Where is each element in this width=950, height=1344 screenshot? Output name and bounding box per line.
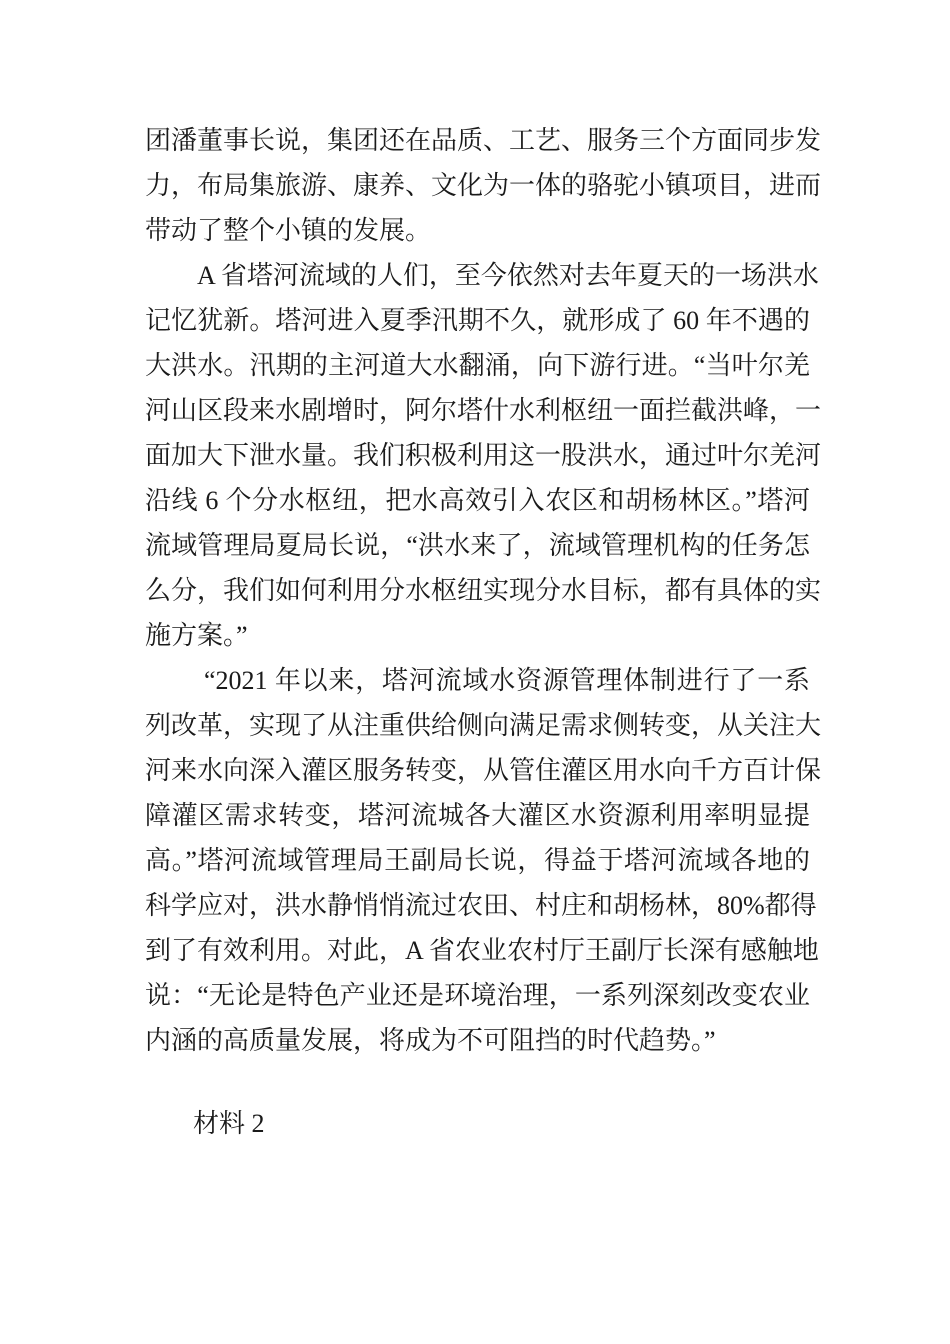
text-line: 流域管理局夏局长说，“洪水来了，流域管理机构的任务怎: [145, 531, 810, 560]
text-line: 力，布局集旅游、康养、文化为一体的骆驼小镇项目，进而: [145, 171, 822, 200]
text-line: 记忆犹新。塔河进入夏季汛期不久，就形成了 60 年不遇的: [145, 306, 810, 335]
text-line: 河山区段来水剧增时，阿尔塔什水利枢纽一面拦截洪峰，一: [145, 396, 822, 425]
text-line: 大洪水。汛期的主河道大水翻涌，向下游行进。“当叶尔羌: [145, 351, 810, 380]
text-line: 么分，我们如何利用分水枢纽实现分水目标，都有具体的实: [145, 576, 822, 605]
text-line: 面加大下泄水量。我们积极利用这一股洪水，通过叶尔羌河: [145, 441, 822, 470]
text-line: 高。”塔河流域管理局王副局长说，得益于塔河流域各地的: [145, 846, 810, 875]
text-line: 科学应对，洪水静悄悄流过农田、村庄和胡杨林，80%都得: [145, 891, 817, 920]
text-line: 河来水向深入灌区服务转变，从管住灌区用水向千方百计保: [145, 756, 822, 785]
text-line: 施方案。”: [145, 621, 248, 650]
text-line: 团潘董事长说，集团还在品质、工艺、服务三个方面同步发: [145, 126, 822, 155]
text-line: 说：“无论是特色产业还是环境治理，一系列深刻改变农业: [145, 981, 810, 1010]
text-line: A 省塔河流域的人们，至今依然对去年夏天的一场洪水: [197, 261, 819, 290]
text-line: 列改革，实现了从注重供给侧向满足需求侧转变，从关注大: [145, 711, 822, 740]
text-line: “2021 年以来，塔河流域水资源管理体制进行了一系: [204, 666, 810, 695]
text-line: 到了有效利用。对此，A 省农业农村厅王副厅长深有感触地: [145, 936, 819, 965]
section-heading: 材料 2: [193, 1109, 265, 1138]
text-line: 内涵的高质量发展，将成为不可阻挡的时代趋势。”: [145, 1026, 716, 1055]
text-line: 带动了整个小镇的发展。: [145, 216, 432, 245]
text-line: 沿线 6 个分水枢纽，把水高效引入农区和胡杨林区。”塔河: [145, 486, 810, 515]
text-line: 障灌区需求转变，塔河流城各大灌区水资源利用率明显提: [145, 801, 810, 830]
